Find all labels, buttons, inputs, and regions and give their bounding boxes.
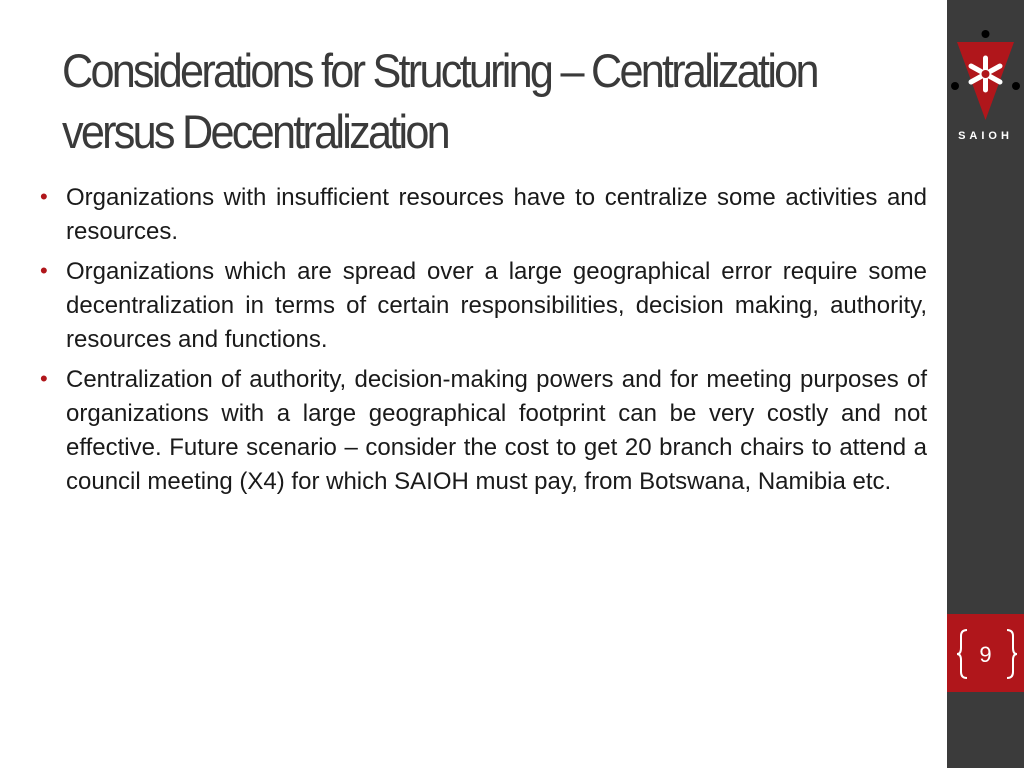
slide-title: Considerations for Structuring – Centralization versus Decentralization [62, 44, 817, 158]
bullet-item [40, 255, 927, 357]
bullet-dot-icon: • [40, 366, 48, 391]
bullet-item [40, 363, 927, 499]
page-number: 9 [979, 642, 992, 667]
bullet-item [40, 181, 927, 249]
bullet-text: Centralization of authority, decision-making powers and for meeting purposes of organizations with a large geographical footprint can be very costly and not effective. Future scenario – consider the cost to get 20 branch chairs to attend a council meeting (X4) for which SAIOH must pay, from Botswana, Namibia etc. [66, 366, 927, 495]
bullet-text: Organizations which are spread over a large geographical error require some decentralization in terms of certain responsibilities, decision making, authority, resources and functions. [66, 258, 927, 353]
bullet-list [40, 181, 927, 505]
bullet-dot-icon: • [40, 258, 48, 283]
logo-text: SAIOH [958, 130, 1013, 142]
bullet-text: Organizations with insufficient resources have to centralize some activities and resources. [66, 184, 927, 245]
bullet-dot-icon: • [40, 184, 48, 209]
